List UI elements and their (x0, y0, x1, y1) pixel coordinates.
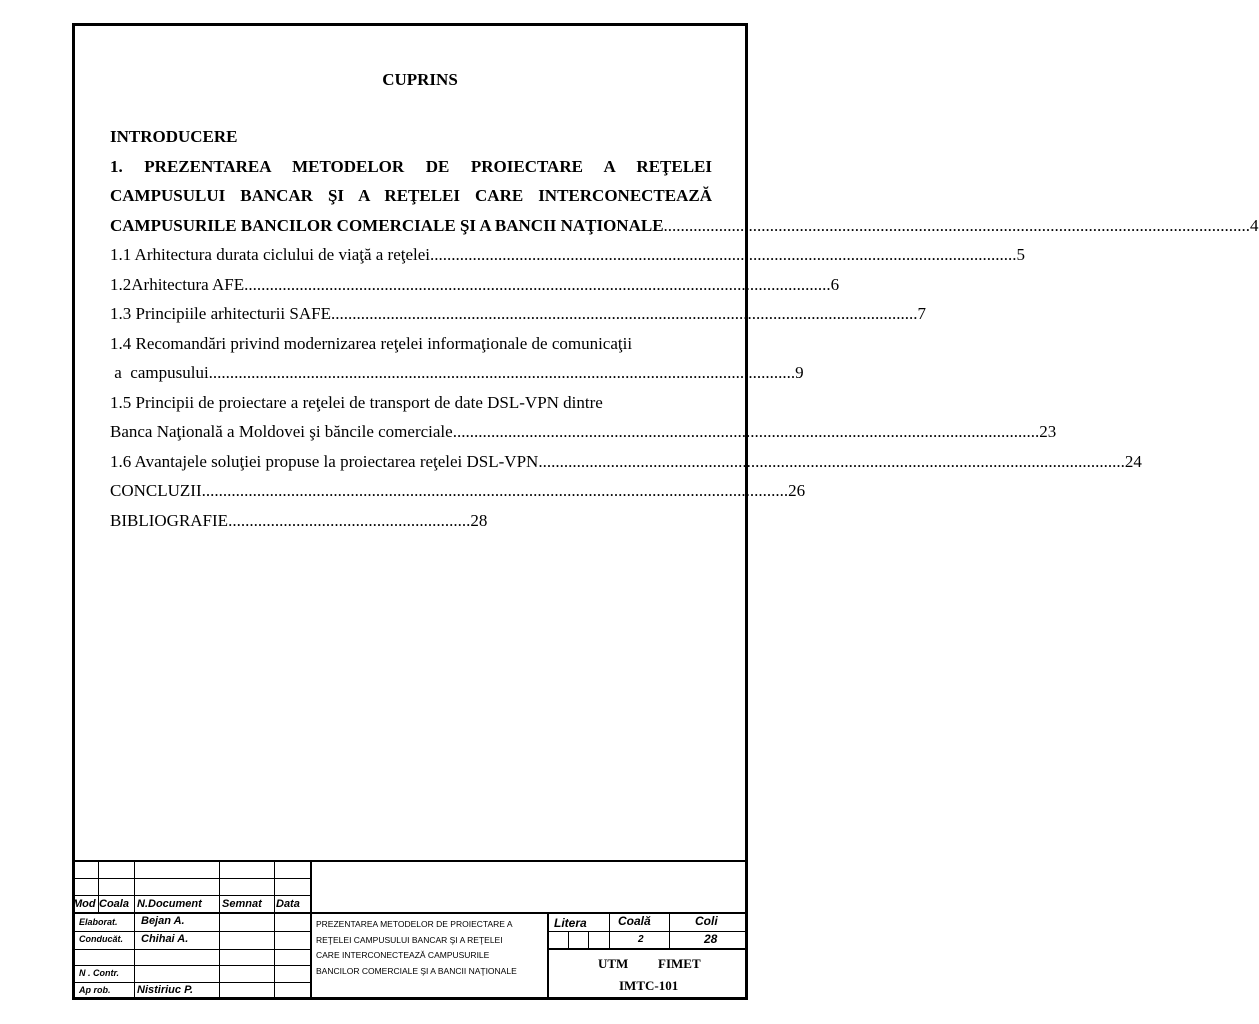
toc-entry-1-4-text: a campusului (110, 363, 209, 382)
value-coala: 2 (638, 934, 644, 945)
toc-ch1-page: 4 (1250, 216, 1259, 235)
toc-leader-dots: .......................................................................................................................................... (330, 304, 918, 323)
org-fimet: FIMET (658, 956, 701, 971)
grid-line (134, 860, 135, 1000)
toc-bibliografie (110, 511, 487, 531)
document-title-line: REŢELEI CAMPUSULUI BANCAR ŞI A REŢELEI (316, 934, 503, 945)
label-aprob: Ap rob. (79, 985, 111, 995)
grid-line (588, 931, 589, 948)
grid-line (219, 860, 220, 1000)
toc-leader-dots: .......................................................................................................................................... (452, 422, 1040, 441)
value-coli: 28 (704, 932, 718, 946)
toc-entry-1-5-page: 23 (1039, 422, 1057, 441)
toc-entry-1-2-text: 1.2Arhitectura AFE (110, 275, 245, 294)
label-elaborat: Elaborat. (79, 917, 118, 927)
toc-ch1-line3 (110, 216, 1259, 236)
label-litera: Litera (554, 916, 587, 930)
toc-entry-1-4 (110, 363, 804, 383)
name-aprob: Nistiriuc P. (137, 984, 194, 996)
toc-entry-1-1-text: 1.1 Arhitectura durata ciclului de viaţă a reţelei (110, 245, 431, 264)
toc-entry-1-3-text: 1.3 Principiile arhitecturii SAFE (110, 304, 331, 323)
toc-concluzii-page: 26 (788, 481, 806, 500)
label-ncontr: N . Contr. (79, 968, 119, 978)
org-utm: UTM (598, 956, 629, 971)
toc-concluzii (110, 481, 806, 501)
grid-line (568, 931, 569, 948)
document-title-line: CARE INTERCONECTEAZĂ CAMPUSURILE (316, 950, 490, 960)
header-coala: Coala (99, 898, 129, 910)
toc-leader-dots: .......................................................................................................................................... (244, 275, 831, 294)
stamp-divider-right (547, 912, 549, 1000)
stamp-top-line (72, 860, 748, 862)
toc-entry-1-1-page: 5 (1016, 245, 1026, 264)
grid-line (609, 912, 610, 948)
toc-entry-1-3-page: 7 (917, 304, 926, 323)
stamp-divider-left (310, 860, 312, 1000)
toc-entry-1-6-page: 24 (1124, 452, 1142, 471)
label-coli: Coli (695, 914, 718, 928)
toc-entry-1-4-page: 9 (795, 363, 804, 382)
toc-entry-1-5 (110, 422, 1057, 442)
toc-leader-dots: .......................................................................................................................................... (430, 245, 1017, 264)
toc-leader-dots: ......................................................... (228, 511, 471, 530)
stamp-title-line (310, 912, 748, 914)
toc-entry-1-5-text: Banca Naţională a Moldovei şi băncile comerciale (110, 422, 453, 441)
header-mod: Mod (73, 898, 96, 910)
toc-ch1-line1: 1. PREZENTAREA METODELOR DE PROIECTARE A REŢELEI (110, 157, 712, 176)
toc-entry-1-6 (110, 452, 1142, 472)
grid-line (669, 912, 670, 948)
toc-entry-1-5-line1: 1.5 Principii de proiectare a reţelei de transport de date DSL-VPN dintre (110, 393, 603, 412)
toc-leader-dots: .......................................................................................................................................... (663, 216, 1251, 235)
header-ndocument: N.Document (137, 898, 202, 910)
grid-line (274, 860, 275, 1000)
label-coala: Coală (618, 914, 651, 928)
toc-entry-1-1 (110, 245, 1026, 265)
toc-ch1-line2: CAMPUSULUI BANCAR ŞI A REŢELEI CARE INTERCONECTEAZĂ (110, 186, 712, 205)
header-data: Data (276, 898, 300, 910)
toc-leader-dots: .......................................................................................................................................... (538, 452, 1125, 471)
toc-leader-dots: .......................................................................................................................................... (208, 363, 796, 382)
toc-entry-1-2 (110, 275, 840, 295)
toc-title: CUPRINS (382, 70, 458, 89)
stamp-org-line (547, 948, 748, 950)
toc-entry-1-4-line1: 1.4 Recomandări privind modernizarea reţelei informaţionale de comunicaţii (110, 334, 633, 353)
name-conducator: Chihai A. (141, 933, 189, 945)
toc-bibliografie-text: BIBLIOGRAFIE (110, 511, 229, 530)
toc-entry-1-3 (110, 304, 926, 324)
name-elaborat: Bejan A. (141, 915, 185, 927)
toc-entry-1-2-page: 6 (830, 275, 840, 294)
toc-entry-1-6-text: 1.6 Avantajele soluţiei propuse la proiectarea reţelei DSL-VPN (110, 452, 539, 471)
grid-line (547, 931, 748, 932)
toc-bibliografie-page: 28 (470, 511, 488, 530)
toc-ch1-line3-text: CAMPUSURILE BANCILOR COMERCIALE ŞI A BANCII NAŢIONALE (110, 216, 664, 235)
toc-concluzii-text: CONCLUZII (110, 481, 202, 500)
label-conducator: Conducăt. (79, 934, 123, 944)
toc-leader-dots: .......................................................................................................................................... (201, 481, 789, 500)
header-semnat: Semnat (222, 898, 262, 910)
group-code: IMTC-101 (619, 978, 679, 993)
document-title-block (316, 917, 517, 979)
toc-intro: INTRODUCERE (110, 127, 238, 146)
title-block-stamp (72, 860, 748, 1000)
document-title-line: BANCILOR COMERCIALE ŞI A BANCII NAŢIONALE (316, 965, 517, 976)
document-title-line: PREZENTAREA METODELOR DE PROIECTARE A (316, 919, 513, 929)
